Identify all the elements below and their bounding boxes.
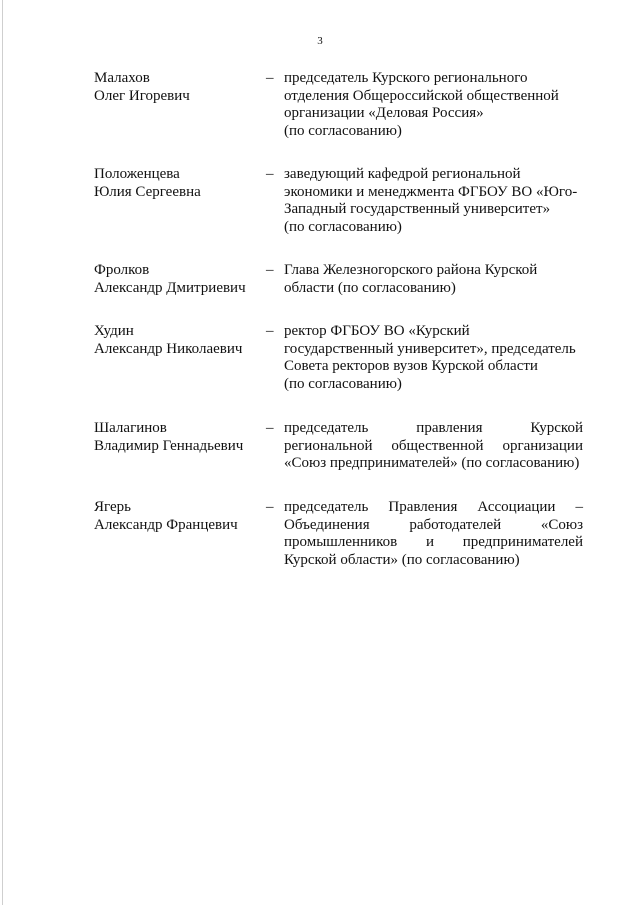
member-name [94, 499, 264, 534]
member-given-names: Александр Францевич [94, 516, 238, 533]
member-given-names: Владимир Геннадьевич [94, 437, 244, 454]
position-line: председатель Правления Ассоциации – [284, 499, 583, 515]
member-name [94, 70, 264, 105]
position-line: Объединения работодателей «Союз [284, 516, 583, 533]
position-line: ректор ФГБОУ ВО «Курский [284, 323, 470, 339]
position-line: организации «Деловая Россия» [284, 105, 484, 121]
dash: – [266, 323, 274, 339]
member-position [284, 323, 583, 393]
member-position [284, 166, 583, 236]
member-surname: Худин [94, 323, 134, 339]
position-line: заведующий кафедрой региональной [284, 166, 521, 182]
position-line: (по согласованию) [284, 375, 402, 392]
scan-edge-line [2, 0, 3, 905]
member-surname: Положенцева [94, 166, 180, 182]
dash: – [266, 420, 274, 436]
member-surname: Фролков [94, 262, 150, 278]
position-line: «Союз предпринимателей» (по согласованию) [284, 455, 580, 471]
position-line: экономики и менеджмента ФГБОУ ВО «Юго- [284, 183, 578, 200]
position-line: Курской области» (по согласованию) [284, 551, 520, 568]
member-position [284, 70, 583, 140]
member-given-names: Олег Игоревич [94, 87, 190, 104]
member-name [94, 262, 264, 297]
member-given-names: Александр Дмитриевич [94, 279, 246, 296]
member-name [94, 420, 264, 455]
member-position [284, 420, 583, 473]
member-surname: Ягерь [94, 499, 131, 515]
member-given-names: Юлия Сергеевна [94, 183, 201, 200]
dash: – [266, 166, 274, 182]
position-line: председатель правления Курской [284, 420, 583, 436]
dash: – [266, 499, 274, 515]
member-surname: Шалагинов [94, 420, 167, 436]
position-line: (по согласованию) [284, 218, 402, 235]
member-position [284, 262, 583, 297]
position-line: региональной общественной организации [284, 437, 583, 454]
dash: – [266, 70, 274, 86]
position-line: отделения Общероссийской общественной [284, 87, 559, 104]
page-number: 3 [317, 35, 323, 47]
position-line: (по согласованию) [284, 122, 402, 139]
position-line: области (по согласованию) [284, 279, 456, 296]
position-line: промышленников и предпринимателей [284, 534, 583, 550]
position-line: Глава Железногорского района Курской [284, 262, 538, 278]
dash: – [266, 262, 274, 278]
position-line: Западный государственный университет» [284, 201, 551, 217]
member-name [94, 166, 264, 201]
position-line: председатель Курского регионального [284, 70, 528, 86]
position-line: государственный университет», председатель [284, 340, 576, 357]
member-given-names: Александр Николаевич [94, 340, 243, 357]
member-name [94, 323, 264, 358]
member-surname: Малахов [94, 70, 150, 86]
position-line: Совета ректоров вузов Курской области [284, 358, 538, 374]
member-position [284, 499, 583, 569]
